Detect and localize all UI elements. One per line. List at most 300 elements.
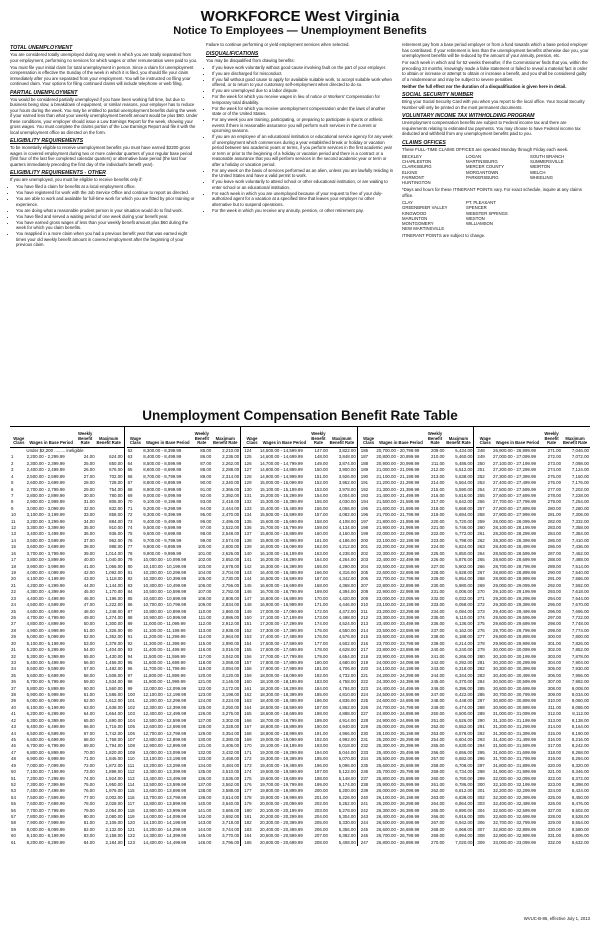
rate-table-cell: 130 [244, 486, 252, 492]
rate-table-cell: 18,200.00 - 18,299.99 [259, 685, 303, 691]
rate-table-cell: 120.00 [197, 672, 212, 678]
rate-table-cell: 28,000.00 - 28,099.99 [493, 518, 536, 524]
rate-table-cell: 187.00 [314, 704, 328, 710]
rate-table-cell: 11,700.00 - 11,799.99 [143, 666, 186, 672]
rate-table-cell: 185.00 [314, 692, 328, 698]
rate-table-cell: 98 [127, 679, 133, 685]
disqualifications-intro: You may be disqualified from drawing benefits: [206, 57, 295, 63]
rate-table-cell: 137.00 [197, 781, 212, 787]
eligibility-other-intro: If you are unemployed, you must be eligible to receive benefits only if: [10, 177, 143, 182]
rate-table-cell: 31,000.00 - 31,099.99 [493, 711, 536, 717]
rate-table-cell: 6,942.00 [455, 820, 473, 826]
rate-table-cell: 100 [127, 692, 135, 698]
rate-table-cell: 206.00 [314, 826, 328, 832]
rate-table-cell: 35.00 [83, 525, 95, 531]
rate-table-cell: 53.00 [83, 640, 95, 646]
rate-table-cell: 308 [477, 833, 485, 839]
rate-table-cell: 116 [127, 794, 135, 800]
rate-table-cell: 14,400.00 - 14,499.99 [143, 839, 187, 845]
rate-table-cell: 19,300.00 - 19,399.99 [259, 756, 303, 762]
rate-table-cell: 7,852.00 [571, 647, 589, 653]
rate-table-cell: 38.00 [83, 544, 95, 550]
disqualifications-heading: DISQUALIFICATIONS [206, 50, 259, 57]
rate-table-cell: 30,700.00 - 30,799.99 [493, 692, 536, 698]
rate-table-cell: 2 [11, 460, 14, 466]
rate-table-cell: 3 [11, 467, 14, 473]
rate-table-cell: 2,106.00 [105, 820, 123, 826]
rate-table-cell: 32.00 [83, 505, 95, 511]
office-name: CHARLESTON [402, 159, 432, 165]
rate-table-cell: 323.00 [547, 781, 562, 787]
rate-table-cell: 17,200.00 - 17,299.99 [259, 621, 303, 627]
rate-table-cell: 7,358.00 [571, 525, 589, 531]
rate-table-cell: 168.00 [314, 582, 328, 588]
rate-table-cell: 6,968.00 [455, 826, 473, 832]
rate-table-cell: 10,300.00 - 10,399.99 [143, 576, 187, 582]
rate-table-cell: 2,990.00 [222, 640, 240, 646]
rate-table-cell: 210 [360, 602, 369, 608]
rate-table-cell: 275 [477, 621, 485, 627]
rate-table-cell: 11,100.00 - 11,199.99 [143, 627, 186, 633]
rate-table-cell: 72.00 [83, 762, 95, 768]
rate-table-header [360, 427, 474, 448]
rate-table-cell: 9,400.00 - 9,499.99 [143, 518, 182, 524]
rate-table-cell: 9,700.00 - 9,799.99 [143, 537, 182, 543]
rate-table-cell: 7,644.00 [571, 595, 589, 601]
rate-table-cell: 4,810.00 [338, 692, 356, 698]
rate-table-cell: 80 [127, 563, 133, 569]
rate-table-cell: 247 [360, 839, 369, 845]
rate-table-cell: 4,290.00 [338, 563, 356, 569]
rate-table-cell: 1,352.00 [105, 634, 123, 640]
rate-table-cell: 69 [127, 492, 133, 498]
rate-table-cell: 18,400.00 - 18,499.99 [259, 698, 303, 704]
rate-table-cell: 29,200.00 - 29,299.99 [493, 595, 536, 601]
rate-table-cell: 8,164.00 [571, 724, 589, 730]
partial-heading: PARTIAL UNEMPLOYMENT [10, 89, 78, 96]
rate-table-cell: 246 [360, 833, 369, 839]
rate-table-cell: 287 [477, 698, 485, 704]
rate-table-cell: 113 [127, 775, 135, 781]
rate-table-cell: 5,700.00 - 5,799.99 [26, 679, 65, 685]
rate-table-cell: 31,800.00 - 31,899.99 [493, 762, 536, 768]
rate-table-block [360, 427, 475, 846]
rate-table-cell: 15 [11, 544, 16, 550]
rate-table-cell: 8,034.00 [571, 692, 589, 698]
rate-table-cell: 120 [127, 820, 135, 826]
rate-table-cell: 5,720.00 [455, 518, 473, 524]
rate-table-cell: 6,916.00 [455, 814, 473, 820]
rate-table-cell: 253.00 [431, 730, 445, 736]
rate-table-cell: 216 [360, 640, 369, 646]
rate-table-column-header: Wages in Base Period [379, 440, 423, 446]
rate-table-cell: 203.00 [314, 807, 328, 813]
rate-table-cell: 14,800.00 - 14,899.99 [259, 467, 303, 473]
rate-table-cell: 20,500.00 - 20,599.99 [259, 833, 303, 839]
rate-table-cell: 112.00 [198, 621, 212, 627]
office-name: MARTINSBURG [466, 159, 498, 165]
rate-table-cell: 2,834.00 [222, 602, 240, 608]
rate-table-cell: 65.00 [83, 717, 95, 723]
rate-table-cell: 43.00 [83, 576, 95, 582]
rate-table-cell: 51.00 [83, 627, 95, 633]
rate-table-cell: 19,200.00 - 19,299.99 [259, 749, 303, 755]
rate-table-cell: 122 [127, 833, 135, 839]
rate-table-cell: 1,612.00 [105, 698, 123, 704]
rate-table-cell: 214.00 [431, 480, 445, 486]
rate-table-cell: 27,400.00 - 27,499.99 [493, 480, 536, 486]
rate-table-cell: 27,700.00 - 27,799.99 [493, 499, 536, 505]
rate-table-cell: 7,514.00 [571, 563, 589, 569]
rate-table-cell: 9,000.00 - 9,099.99 [143, 492, 182, 498]
rate-table-cell: 320.00 [547, 762, 562, 768]
rate-table-cell: 64 [127, 460, 133, 466]
rate-table-cell: 8,190.00 [571, 730, 589, 736]
rate-table-cell: 936.00 [109, 531, 123, 537]
rate-table-cell: 198.00 [314, 775, 328, 781]
rate-table-cell: 22,500.00 - 22,599.99 [376, 563, 420, 569]
rate-table-cell: 20,700.00 - 20,799.99 [376, 448, 420, 453]
rate-table-cell: 12,000.00 - 12,099.99 [143, 685, 187, 691]
rate-table-cell: 177 [244, 788, 252, 794]
rate-table-cell: 7,566.00 [571, 576, 589, 582]
rate-table-cell: 6,474.00 [455, 704, 473, 710]
rate-table-cell: 15,100.00 - 15,199.99 [259, 486, 303, 492]
rate-table-cell: 19,900.00 - 19,999.99 [259, 794, 303, 800]
rate-table-cell: 70 [127, 499, 133, 505]
rate-table-cell: 219.00 [431, 512, 445, 518]
rate-table-cell: 5,980.00 [455, 582, 473, 588]
rate-table-cell: 2,782.00 [222, 589, 240, 595]
rate-table-cell: 32,500.00 - 32,599.99 [493, 807, 536, 813]
rate-table-cell: 6,708.00 [455, 762, 473, 768]
rate-table-cell: 75 [127, 531, 133, 537]
rate-table-cell: 273 [477, 608, 485, 614]
rate-table-cell: 58.00 [83, 672, 95, 678]
rate-table-cell: 25,400.00 - 25,499.99 [376, 749, 420, 755]
rate-table-cell: 85 [127, 595, 133, 601]
rate-table-cell: 12,700.00 - 12,799.99 [143, 730, 187, 736]
rate-table-cell: 234 [360, 756, 369, 762]
rate-table-cell: 3,302.00 [222, 717, 240, 723]
rate-table-cell: 13 [11, 531, 16, 537]
rate-table-cell: 104 [127, 717, 135, 723]
rate-table-cell: 58 [11, 820, 16, 826]
rate-table-cell: 248.00 [431, 698, 445, 704]
rate-table-cell: 189 [360, 467, 369, 473]
rate-table-cell: 46 [11, 743, 16, 749]
rate-table-cell: 173 [244, 762, 252, 768]
rate-table-cell: 3,198.00 [222, 692, 240, 698]
rate-table-cell: 15,900.00 - 15,999.99 [259, 537, 303, 543]
rate-table-cell: 10,200.00 - 10,299.99 [143, 570, 187, 576]
rate-table-cell: 3,068.00 [222, 659, 240, 665]
rate-table-cell: 3,796.00 [222, 839, 240, 845]
rate-table-cell: 8,112.00 [572, 711, 589, 717]
rate-table-cell: 180 [244, 807, 252, 813]
rate-table-cell: 26,300.00 - 26,399.99 [376, 807, 420, 813]
eligibility-item: • You have earned gross wages of less than your weekly benefit amount plus $60 during the week for which you claim benefits. [16, 220, 198, 231]
rate-table-cell: 1,092.00 [105, 570, 123, 576]
rate-table-cell: 12,400.00 - 12,499.99 [143, 711, 187, 717]
rate-table-cell: 87.00 [200, 460, 212, 466]
disqualification-item: • If you leave work voluntarily without good cause involving fault on the part of your employer. [212, 65, 394, 71]
rate-table-cell: 1,950.00 [105, 781, 123, 787]
office-name: ELKINS [402, 169, 418, 175]
rate-table-cell: 95 [127, 659, 133, 665]
rate-table-cell: 259 [477, 518, 485, 524]
rate-table-cell: 31.00 [83, 499, 95, 505]
rate-table-cell: 21,600.00 - 21,699.99 [376, 505, 420, 511]
rate-table-cell: 281 [477, 659, 485, 665]
rate-table-cell: 250.00 [431, 711, 445, 717]
rate-table-cell: 1,248.00 [105, 608, 123, 614]
rate-table-cell: 32 [11, 653, 16, 659]
rate-table-cell: 6,526.00 [455, 717, 473, 723]
rate-table-cell: 20 [11, 576, 16, 582]
rate-table-cell: 2,080.00 [105, 814, 123, 820]
rate-table-cell: 133 [244, 505, 252, 511]
rate-table-cell: 5,100.00 - 5,199.99 [26, 640, 65, 646]
rate-table-cell: 5,174.00 [338, 781, 356, 787]
rate-table-cell: 5,226.00 [338, 794, 356, 800]
rate-table-cell: 328.00 [547, 814, 562, 820]
rate-table-cell: 12 [11, 525, 16, 531]
rate-table-cell: 238.00 [431, 634, 445, 640]
rate-table-cell: 7,956.00 [571, 672, 589, 678]
rate-table-cell: 24 [11, 602, 16, 608]
rate-table-cell: 3,328.00 [222, 724, 240, 730]
total-paragraph-2: You must file your initial claim for total unemployment in person. Since a claim for unemployment compensation is effective the Sunday of the week in which it is filed, you should file your claim immediately after you are separated from your employment. You will be instructed on filing your continued claim. Your options for filing continued claims will include telephone or web filing. [10, 64, 194, 86]
rate-table-cell: 238 [360, 781, 369, 787]
rate-table-cell: 30,000.00 - 30,099.99 [493, 647, 536, 653]
rate-table-cell: 23,900.00 - 23,999.99 [376, 653, 420, 659]
rate-table-cell: 5,876.00 [455, 557, 473, 563]
rate-table-cell: 321.00 [547, 769, 562, 775]
rate-table-cell: 30,600.00 - 30,699.99 [493, 685, 536, 691]
rate-table-cell: 8,200.00 - 8,299.99 [26, 839, 65, 845]
rate-table-cell: 293.00 [547, 589, 562, 595]
rate-table-cell: 115.00 [198, 640, 212, 646]
rate-table-cell: 26,800.00 - 26,899.99 [376, 839, 420, 845]
rate-table-cell: 15,400.00 - 15,499.99 [259, 505, 303, 511]
rate-table-cell: 5,000.00 - 5,099.99 [26, 634, 65, 640]
rate-table-cell: 5,746.00 [455, 525, 473, 531]
rate-table-cell: 3,146.00 [222, 679, 240, 685]
rate-table-cell: 279.00 [547, 499, 562, 505]
rate-table-cell: 2,964.00 [222, 634, 240, 640]
rate-table-cell: 2,938.00 [222, 627, 240, 633]
rate-table-cell: 4,654.00 [338, 653, 356, 659]
rate-table-cell: 153 [244, 634, 252, 640]
rate-table-cell: 294.00 [547, 595, 562, 601]
rate-table-cell: 4,342.00 [338, 576, 356, 582]
rate-table-cell: 10,100.00 - 10,199.99 [143, 563, 187, 569]
rate-table-cell: 152.00 [314, 480, 328, 486]
rate-table-cell: 119.00 [198, 666, 212, 672]
rate-table-cell: 57 [11, 814, 16, 820]
rate-table-cell: 14,200.00 - 14,299.99 [143, 826, 187, 832]
rate-table-cell: 22,100.00 - 22,199.99 [376, 537, 420, 543]
rate-table-cell: 3,952.00 [338, 480, 356, 486]
rate-table-cell: 30,900.00 - 30,999.99 [493, 704, 536, 710]
rate-table-cell: 20,600.00 - 20,699.99 [259, 839, 303, 845]
rate-table-column-header: Wages in Base Period [262, 440, 307, 446]
disqualifications-list [206, 65, 394, 214]
rate-table-cell: 4,300.00 - 4,399.99 [26, 589, 65, 595]
rate-table-cell: 289.00 [547, 563, 562, 569]
rate-table-cell: 1,404.00 [105, 647, 123, 653]
rate-table-cell: 57.00 [83, 666, 95, 672]
rate-table-cell: 158.00 [314, 518, 328, 524]
itinerant-intro: *Days and hours for these ITINERANT POINTS vary. For exact schedule, inquire at any claims office. [402, 187, 582, 198]
rate-table-cell: 156.00 [314, 505, 328, 511]
rate-table-cell: 4,420.00 [338, 595, 356, 601]
rate-table-cell: 1,066.00 [105, 563, 123, 569]
rate-table-cell: 5,798.00 [455, 537, 473, 543]
rate-table-cell: 21,700.00 - 21,799.99 [376, 512, 420, 518]
rate-table-cell: 175.00 [314, 627, 328, 633]
rate-table-cell: 5,044.00 [338, 749, 356, 755]
rate-table-cell: 273.00 [547, 460, 562, 466]
rate-table-cell: 83 [127, 582, 133, 588]
rate-table-cell: 270 [477, 589, 485, 595]
rate-table-cell: 12,600.00 - 12,699.99 [143, 724, 187, 730]
rate-table-cell: 145.00 [197, 833, 212, 839]
rate-table-cell: 160.00 [314, 531, 328, 537]
rate-table-cell: 100.00 [197, 544, 212, 550]
rate-table-cell: 2,314.00 [222, 473, 240, 479]
rate-table-cell: 2,808.00 [222, 595, 240, 601]
rate-table-cell: 832.00 [109, 505, 123, 511]
rate-table-cell: 210.00 [431, 454, 445, 460]
rate-table-cell: 8,554.00 [571, 820, 589, 826]
rate-table-column-header: Wage Class [363, 435, 375, 446]
rate-table-cell: 13,300.00 - 13,399.99 [143, 769, 187, 775]
rate-table-cell: 14,500.00 - 14,599.99 [259, 448, 303, 453]
rate-table-block [476, 427, 590, 846]
rate-table-cell: 141.00 [197, 807, 212, 813]
rate-table-cell: 6,344.00 [455, 672, 473, 678]
rate-table-cell: 178.00 [314, 647, 328, 653]
rate-table-cell: 5,500.00 - 5,599.99 [26, 666, 65, 672]
rate-table-cell: 319.00 [547, 756, 562, 762]
rate-table-cell: 288 [477, 704, 485, 710]
rate-table-cell: 96 [127, 666, 133, 672]
rate-table-column-header: Weekly Benefit Rate [544, 431, 559, 446]
rate-table-cell: 193.00 [314, 743, 328, 749]
rate-table-cell: 164 [244, 704, 252, 710]
rate-table-cell: 5,148.00 [338, 775, 356, 781]
rate-table-cell: 55.00 [83, 653, 95, 659]
rate-table-cell: 16,200.00 - 16,299.99 [259, 557, 303, 563]
rate-table-cell: 2,444.00 [222, 505, 240, 511]
rate-table-cell: 17,900.00 - 17,999.99 [259, 666, 303, 672]
rate-table-cell: 3,640.00 [222, 801, 240, 807]
rate-table-cell: 24,100.00 - 24,199.99 [376, 666, 420, 672]
rate-table-cell: 306.00 [547, 672, 562, 678]
rate-table-cell: 4,966.00 [338, 730, 356, 736]
rate-table-cell: 281.00 [547, 512, 562, 518]
rate-table-cell: 4,160.00 [338, 531, 356, 537]
rate-table-cell: 97.00 [200, 525, 212, 531]
rate-table-cell: 193 [360, 492, 369, 498]
false-statement-text: For each week in which and for 52 weeks thereafter, if the Commissioner finds that you, within the preceding 24 months, knowingly made a false statement or failed to reveal a material fact in order to obtain or increase or attempt to obtain or increase a benefit, and you shall be considered guilty of a misdemeanor and may be subject to severe penalties. [402, 60, 588, 82]
rate-table-cell: 1,508.00 [105, 672, 123, 678]
rate-table-cell: 5,590.00 [455, 486, 473, 492]
rate-table-cell: 24,900.00 - 24,999.99 [376, 717, 420, 723]
rate-table-cell: 205 [360, 570, 369, 576]
rate-table-cell: 197 [360, 518, 369, 524]
rate-table-cell: 62.00 [83, 698, 95, 704]
rate-table-cell: 186 [360, 448, 369, 453]
rate-table-cell: 7,618.00 [571, 589, 589, 595]
rate-table-cell: 257 [477, 505, 485, 511]
rate-table-cell: 5,122.00 [338, 769, 356, 775]
rate-table-cell: 35 [11, 672, 16, 678]
rate-table-cell: 9,900.00 - 9,999.99 [143, 550, 182, 556]
rate-table-cell: 13,000.00 - 13,099.99 [143, 749, 187, 755]
rate-table-cell: 3,900.00 - 3,999.99 [26, 563, 65, 569]
rate-table-cell: 39 [11, 698, 16, 704]
rate-table-cell: 1,898.00 [105, 769, 123, 775]
rate-table-cell: 7,540.00 [571, 570, 589, 576]
rate-table-cell: 28,800.00 - 28,899.99 [493, 570, 536, 576]
rate-table-cell: 76.00 [83, 788, 95, 794]
rate-table-cell: 49.00 [83, 614, 95, 620]
rate-table-cell: 7,800.00 [571, 634, 589, 640]
rate-table-cell: 4,394.00 [338, 589, 356, 595]
rate-table-cell: 25.00 [83, 460, 95, 466]
rate-table-cell: 4,602.00 [338, 640, 356, 646]
rate-table-cell: 7,300.00 - 7,399.99 [26, 781, 65, 787]
rate-table-cell: 46.00 [83, 595, 95, 601]
rate-table-cell: 145 [244, 582, 252, 588]
rate-table-cell: 170 [244, 743, 252, 749]
rate-table-cell: 214 [360, 627, 369, 633]
rate-table-cell: 7,878.00 [571, 653, 589, 659]
rate-table-cell: 8,900.00 - 8,999.99 [143, 486, 182, 492]
rate-table-cell: 138.00 [197, 788, 212, 794]
rate-table-cell: 4 [11, 473, 14, 479]
rate-table-cell: 10,500.00 - 10,599.99 [143, 589, 187, 595]
rate-table-cell: 228.00 [431, 570, 445, 576]
rate-table-cell: 194 [360, 499, 369, 505]
rate-table-cell: 136 [244, 525, 252, 531]
rate-table-cell: 209.00 [431, 448, 445, 453]
rate-table-cell: 157.00 [314, 512, 328, 518]
rate-table-cell: 237.00 [431, 627, 445, 633]
rate-table-cell: 147 [244, 595, 252, 601]
total-heading: TOTAL UNEMPLOYMENT [10, 45, 73, 51]
partial-paragraph: You would be considered partially unemployed if you have been working full time, but due to business being slow, a breakdown of equipment, or similar reasons, your employer has to reduce your hours during the week. You may be entitled to partial unemployment benefits during the week if your earned less than what your weekly unemployment benefit amount would be plus $60. Under these conditions, your employer should issue a Low Earnings Report for the week, showing your gross wages. You must complete the claims portion of the Low Earnings Report and file it with the local unemployment office as directed on the form. [10, 96, 198, 135]
rate-table-cell: 13,200.00 - 13,299.99 [143, 762, 187, 768]
disqualification-item: • For the week for which you receive unemployment compensation under the laws of another state or of the United States. [212, 106, 394, 117]
rate-table-cell: 2,652.00 [222, 557, 240, 563]
rate-table-cell: 70.00 [83, 749, 95, 755]
rate-table-cell: 54 [11, 794, 16, 800]
office-name: WILLIAMSON [466, 221, 493, 227]
rate-table-cell: 4,004.00 [338, 492, 356, 498]
rate-table-cell: 19,600.00 - 19,699.99 [259, 775, 303, 781]
rate-table-cell: 230 [360, 730, 369, 736]
rate-table-cell: 6,604.00 [455, 736, 473, 742]
rate-table-cell: 1,196.00 [105, 595, 123, 601]
rate-table-column-header: Wage Class [129, 435, 141, 446]
rate-table-cell: 5,278.00 [338, 807, 356, 813]
rate-table-cell: 266 [477, 563, 485, 569]
rate-table-cell: 6,214.00 [455, 640, 473, 646]
